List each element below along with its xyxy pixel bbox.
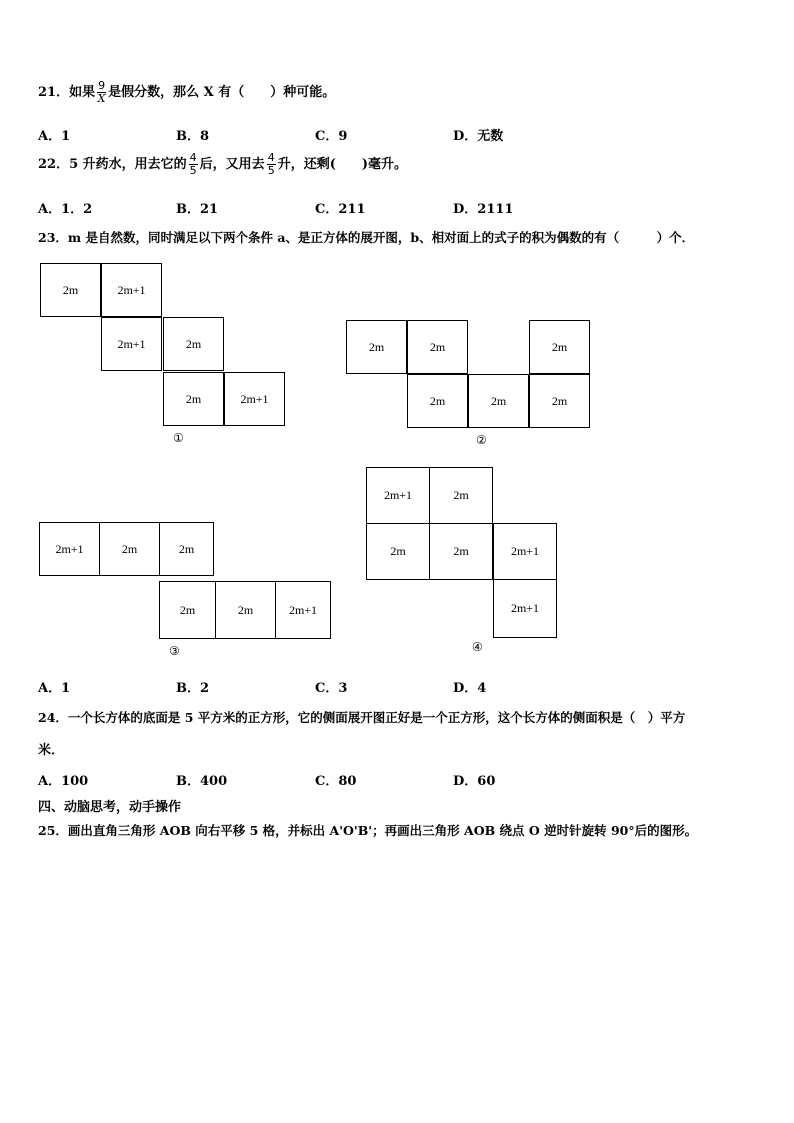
q22-frac2-numerator: 4: [267, 151, 275, 164]
net-cell: 2m: [40, 263, 101, 317]
question-21: [38, 80, 335, 105]
net-cell: 2m: [99, 522, 160, 576]
q22-frac1-denominator: 5: [189, 164, 197, 177]
q23-option-c: C．3: [315, 681, 348, 696]
net-cell: 2m: [159, 522, 214, 576]
net-cell: 2m: [468, 374, 529, 428]
q23-option-b: B．2: [176, 681, 210, 696]
section-4-heading: 四、动脑思考，动手操作: [38, 800, 182, 815]
net-cell: 2m+1: [224, 372, 285, 426]
net-cell: 2m: [215, 581, 276, 639]
net-cell: 2m: [429, 467, 493, 524]
q21-suffix: 是假分数，那么 X 有（ ）种可能。: [108, 85, 336, 100]
question-24-line-2: 米．: [38, 743, 65, 758]
net-cell: 2m+1: [493, 579, 557, 638]
net-label-4: ④: [472, 640, 483, 654]
q22-frac1-numerator: 4: [189, 151, 197, 164]
net-cell: 2m: [163, 372, 224, 426]
question-24-line-1: 24．一个长方体的底面是 5 平方米的正方形，它的侧面展开图正好是一个正方形，这个长方体的侧面积是（ ）平方: [38, 710, 686, 725]
question-22: [38, 152, 407, 177]
net-cell: 2m+1: [275, 581, 331, 639]
net-cell: 2m: [529, 320, 590, 374]
net-cell: 2m: [407, 320, 468, 374]
net-cell: 2m+1: [101, 263, 162, 317]
net-cell: 2m+1: [493, 523, 557, 580]
q22-fraction-1: [189, 152, 198, 177]
q21-frac-numerator: 9: [98, 79, 106, 92]
q21-option-c: C．9: [315, 129, 348, 144]
question-23: 23．m 是自然数，同时满足以下两个条件 a、是正方体的展开图，b、相对面上的式子的积为偶数的有（ ）个．: [38, 230, 695, 245]
q21-option-d: D．无数: [453, 129, 504, 144]
net-cell: 2m: [529, 374, 590, 428]
net-cell: 2m+1: [101, 317, 162, 371]
q24-option-c: C．80: [315, 774, 357, 789]
net-label-1: ①: [173, 431, 184, 445]
net-cell: 2m: [163, 317, 224, 371]
q22-option-d: D．2111: [453, 202, 514, 217]
net-cell: 2m: [346, 320, 407, 374]
net-cell: 2m+1: [39, 522, 100, 576]
q24-option-a: A．100: [38, 774, 89, 789]
q22-part3: 升，还剩( )毫升。: [277, 157, 407, 172]
q24-option-d: D．60: [453, 774, 496, 789]
net-label-3: ③: [169, 644, 180, 658]
q22-frac2-denominator: 5: [267, 164, 275, 177]
q22-fraction-2: [267, 152, 276, 177]
q21-option-a: A．1: [38, 129, 71, 144]
q22-part2: 后，又用去: [199, 157, 265, 172]
q21-prefix: 21．如果: [38, 85, 96, 100]
q22-option-b: B．21: [176, 202, 219, 217]
q24-option-b: B．400: [176, 774, 228, 789]
q21-frac-denominator: X: [97, 92, 106, 105]
q23-option-d: D．4: [453, 681, 487, 696]
net-cell: 2m: [159, 581, 216, 639]
net-cell: 2m: [407, 374, 468, 428]
q22-part1: 22．5 升药水，用去它的: [38, 157, 187, 172]
net-cell: 2m+1: [366, 467, 430, 524]
q21-fraction: [97, 80, 106, 105]
net-label-2: ②: [476, 433, 487, 447]
q22-option-c: C．211: [315, 202, 366, 217]
q21-option-b: B．8: [176, 129, 210, 144]
q22-option-a: A．1．2: [38, 202, 93, 217]
q23-option-a: A．1: [38, 681, 71, 696]
question-25: 25．画出直角三角形 AOB 向右平移 5 格，并标出 A'O'B'；再画出三角形 AOB 绕点 O 逆时针旋转 90°后的图形。: [38, 823, 698, 838]
net-cell: 2m: [366, 523, 430, 580]
net-cell: 2m: [429, 523, 493, 580]
